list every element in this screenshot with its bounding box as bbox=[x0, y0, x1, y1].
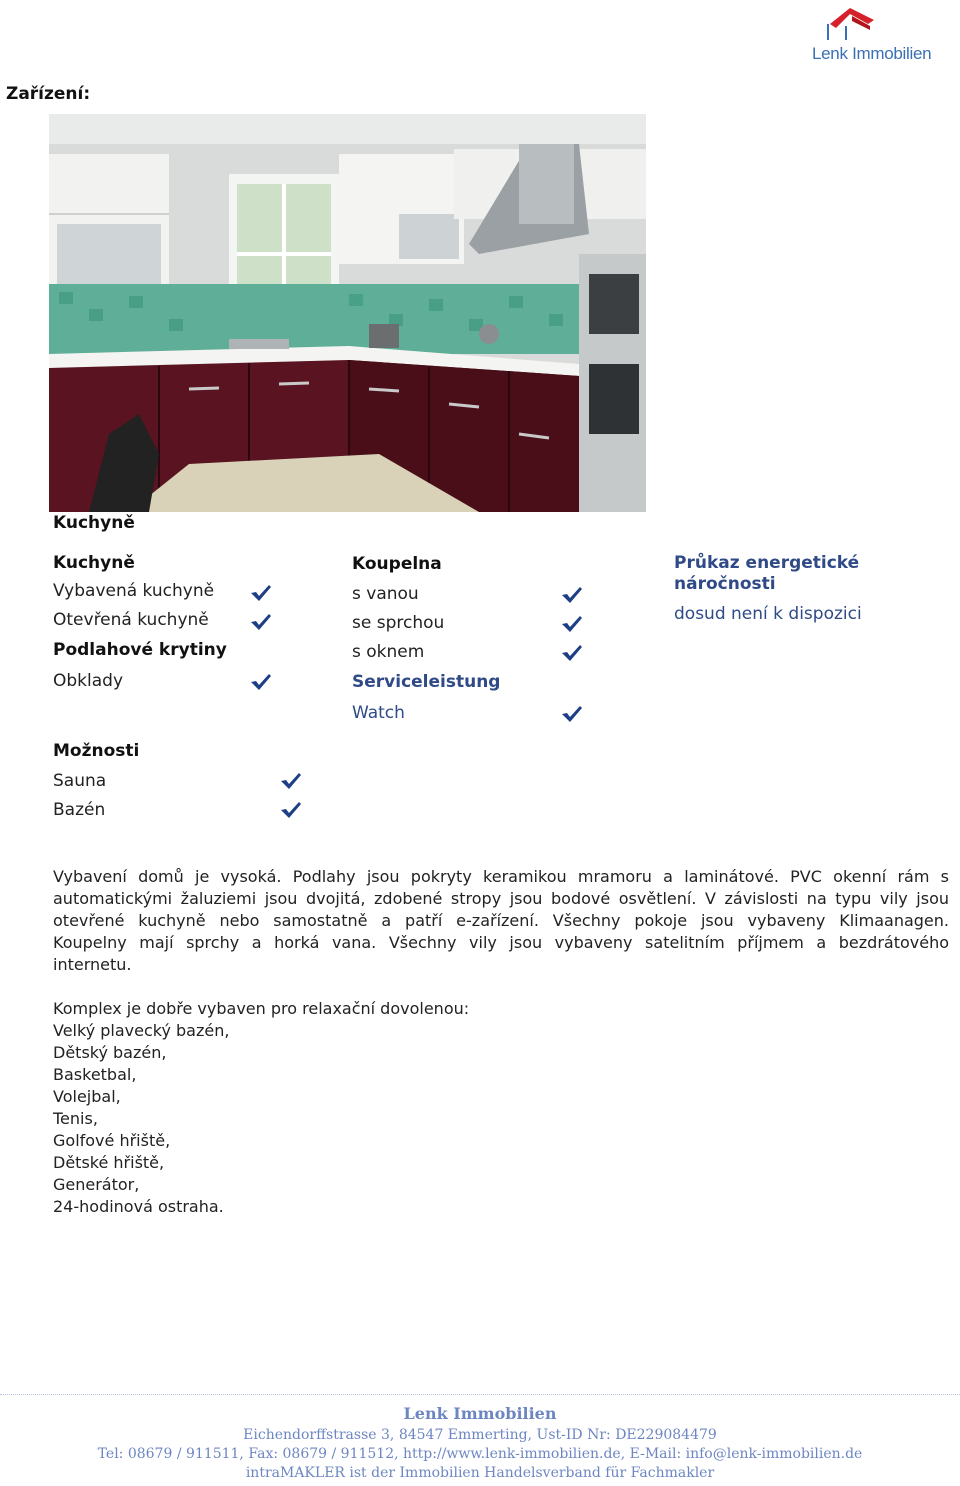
amenity-item: Golfové hřiště, bbox=[53, 1131, 171, 1150]
amenity-item: Dětský bazén, bbox=[53, 1043, 167, 1062]
description-line: Vybavení domů je vysoká. Podlahy jsou pokryty keramikou mramoru a laminátové. PVC okenní rám s bbox=[53, 867, 949, 886]
checkmark-icon bbox=[561, 586, 583, 604]
bathroom-item: s oknem bbox=[352, 642, 425, 662]
description-line: automatickými žaluziemi jsou dvojitá, zdobené stropy jsou bodové osvětlení. V závislosti na typu vily jsou bbox=[53, 889, 949, 908]
checkmark-icon bbox=[561, 615, 583, 633]
kitchen-photo bbox=[49, 114, 646, 512]
section-title-kitchen: Kuchyně bbox=[53, 513, 135, 533]
energy-title: Průkaz energetické bbox=[674, 553, 860, 573]
options-title: Možnosti bbox=[53, 741, 140, 761]
bathroom-title: Koupelna bbox=[352, 554, 442, 574]
kitchen-title: Kuchyně bbox=[53, 553, 135, 573]
option-item: Sauna bbox=[53, 771, 107, 791]
amenity-item: Tenis, bbox=[53, 1109, 98, 1128]
checkmark-icon bbox=[561, 705, 583, 723]
kitchen-item: Vybavená kuchyně bbox=[53, 581, 215, 601]
page-heading: Zařízení: bbox=[6, 84, 91, 104]
checkmark-icon bbox=[250, 584, 272, 602]
option-item: Bazén bbox=[53, 800, 106, 820]
checkmark-icon bbox=[280, 772, 302, 790]
amenities-intro: Komplex je dobře vybaven pro relaxační dovolenou: bbox=[53, 999, 470, 1018]
checkmark-icon bbox=[250, 613, 272, 631]
company-logo bbox=[808, 4, 932, 70]
logo-text: Lenk Immobilien bbox=[812, 44, 932, 63]
footer-divider bbox=[0, 1394, 960, 1395]
amenity-item: Dětské hřiště, bbox=[53, 1153, 165, 1172]
description-line: Koupelny mají sprchy a horká vana. Všechny vily jsou vybaveny satelitním příjmem a bezdrátového bbox=[53, 933, 949, 952]
bathroom-item: s vanou bbox=[352, 584, 419, 604]
description-line: otevřené kuchyně nebo samostatně a patří e-zařízení. Všechny pokoje jsou vybaveny Klimaanagen. bbox=[53, 911, 949, 930]
checkmark-icon bbox=[561, 644, 583, 662]
footer-contact: Tel: 08679 / 911511, Fax: 08679 / 911512, http://www.lenk-immobilien.de, E-Mail: info@lenk-immobilien.de bbox=[97, 1446, 863, 1462]
amenity-item: Generátor, bbox=[53, 1175, 140, 1194]
footer-association: intraMAKLER ist der Immobilien Handelsverband für Fachmakler bbox=[245, 1465, 715, 1481]
amenity-item: Basketbal, bbox=[53, 1065, 137, 1084]
service-item: Watch bbox=[352, 703, 405, 723]
energy-title-cont: náročnosti bbox=[674, 574, 776, 594]
footer-address: Eichendorffstrasse 3, 84547 Emmerting, Ust-ID Nr: DE229084479 bbox=[243, 1427, 717, 1443]
amenities-list bbox=[53, 998, 949, 1218]
energy-value: dosud není k dispozici bbox=[674, 604, 862, 624]
footer-company: Lenk Immobilien bbox=[403, 1404, 557, 1423]
amenity-item: Velký plavecký bazén, bbox=[53, 1021, 230, 1040]
amenity-item: 24-hodinová ostraha. bbox=[53, 1197, 224, 1216]
checkmark-icon bbox=[280, 801, 302, 819]
amenity-item: Volejbal, bbox=[53, 1087, 121, 1106]
floor-title: Podlahové krytiny bbox=[53, 640, 227, 660]
description-paragraph bbox=[53, 866, 949, 976]
bathroom-item: se sprchou bbox=[352, 613, 445, 633]
floor-item: Obklady bbox=[53, 671, 124, 691]
house-roof-icon bbox=[808, 4, 928, 44]
description-line: internetu. bbox=[53, 955, 132, 974]
checkmark-icon bbox=[250, 673, 272, 691]
service-title: Serviceleistung bbox=[352, 672, 501, 692]
kitchen-item: Otevřená kuchyně bbox=[53, 610, 209, 630]
